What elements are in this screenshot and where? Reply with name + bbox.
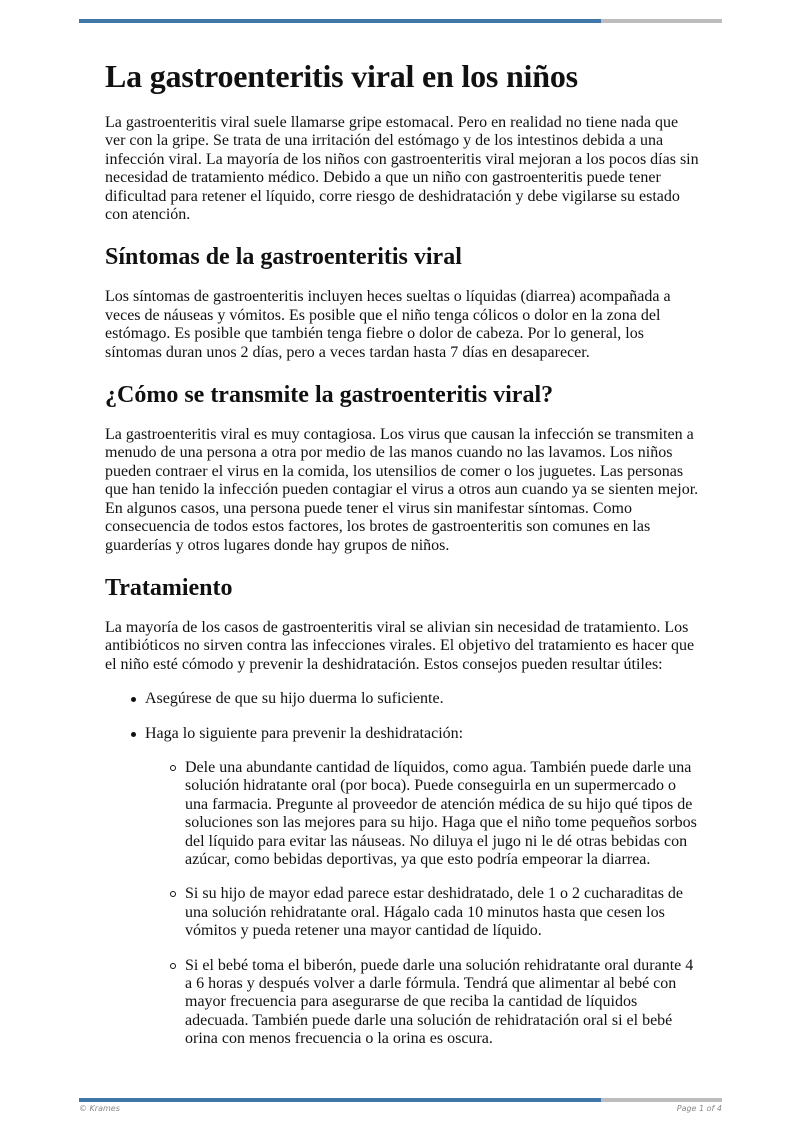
dehydration-sublist bbox=[145, 759, 700, 1049]
list-item-text: Haga lo siguiente para prevenir la deshidratación: bbox=[145, 724, 464, 742]
footer-bar-primary bbox=[79, 1098, 601, 1102]
section-heading-treatment: Tratamiento bbox=[105, 574, 233, 601]
list-item-text: Asegúrese de que su hijo duerma lo suficiente. bbox=[145, 690, 444, 708]
list-item bbox=[145, 690, 700, 708]
sublist-item: Si el bebé toma el biberón, puede darle una solución rehidratante oral durante 4 a 6 horas y después volver a darle fórmula. Tendrá que alimentar al bebé con mayor frecuencia para asegurarse de que reciba la cantidad de líquidos adecuada. También puede darle una solución de rehidratación oral si el bebé orina con menos frecuencia o la orina es oscura. bbox=[185, 957, 700, 1049]
sublist-item: Si su hijo de mayor edad parece estar deshidratado, dele 1 o 2 cucharaditas de una solución rehidratante oral. Hágalo cada 10 minutos hasta que cesen los vómitos y pueda retener una mayor cantidad de líquido. bbox=[185, 885, 700, 940]
intro-paragraph: La gastroenteritis viral suele llamarse gripe estomacal. Pero en realidad no tiene nada que ver con la gripe. Se trata de una irritación del estómago y de los intestinos debida a una infección viral. La mayoría de los niños con gastroenteritis viral mejoran a los pocos días sin necesidad de tratamiento médico. Debido a que un niño con gastroenteritis puede tener dificultad para retener el líquido, corre riesgo de deshidratación y debe vigilarse su estado con atención. bbox=[105, 114, 699, 224]
section-body-symptoms: Los síntomas de gastroenteritis incluyen heces sueltas o líquidas (diarrea) acompañada a veces de náuseas y vómitos. Es posible que el niño tenga cólicos o dolor en la zona del estómago. Es posible que también tenga fiebre o dolor de cabeza. Por lo general, los síntomas duran unos 2 días, pero a veces tardan hasta 7 días en desaparecer. bbox=[105, 288, 671, 361]
section-heading-symptoms: Síntomas de la gastroenteritis viral bbox=[105, 244, 462, 271]
footer-bar bbox=[79, 1098, 722, 1102]
header-bar-primary bbox=[79, 19, 601, 23]
sublist-item: Dele una abundante cantidad de líquidos, como agua. También puede darle una solución hidratante oral (por boca). Puede conseguirla en un supermercado o una farmacia. Pregunte al proveedor de atención médica de su hijo qué tipos de soluciones son las mejores para su hijo. Haga que el niño tome pequeños sorbos del líquido para evitar las náuseas. No diluya el jugo ni le dé otras bebidas con azúcar, como bebidas deportivas, ya que esto podría empeorar la diarrea. bbox=[185, 759, 700, 869]
section-heading-transmission: ¿Cómo se transmite la gastroenteritis viral? bbox=[105, 382, 554, 409]
section-body-treatment: La mayoría de los casos de gastroenteritis viral se alivian sin necesidad de tratamiento. Los antibióticos no sirven contra las infecciones virales. El objetivo del tratamiento es hacer que el niño esté cómodo y prevenir la deshidratación. Estos consejos pueden resultar útiles: bbox=[105, 618, 695, 673]
page-footer bbox=[79, 1104, 722, 1113]
list-item bbox=[145, 725, 700, 1049]
page-title: La gastroenteritis viral en los niños bbox=[105, 58, 578, 94]
document-body bbox=[105, 54, 700, 1065]
section-body-transmission: La gastroenteritis viral es muy contagiosa. Los virus que causan la infección se transmiten a menudo de una persona a otra por medio de las manos cuando no las lavamos. Los niños pueden contraer el virus en la comida, los utensilios de comer o los juguetes. Las personas que han tenido la infección pueden contagiar el virus a otros aun cuando ya se sienten mejor. En algunos casos, una persona puede tener el virus sin manifestar síntomas. Como consecuencia de todos estos factores, los brotes de gastroenteritis son comunes en las guarderías y otros lugares donde hay grupos de niños. bbox=[105, 426, 699, 554]
header-bar bbox=[79, 19, 722, 23]
footer-bar-secondary bbox=[601, 1098, 722, 1102]
header-bar-secondary bbox=[601, 19, 722, 23]
treatment-list bbox=[105, 690, 700, 1049]
copyright-text: © Krames bbox=[79, 1104, 120, 1113]
page-number: Page 1 of 4 bbox=[676, 1104, 722, 1113]
